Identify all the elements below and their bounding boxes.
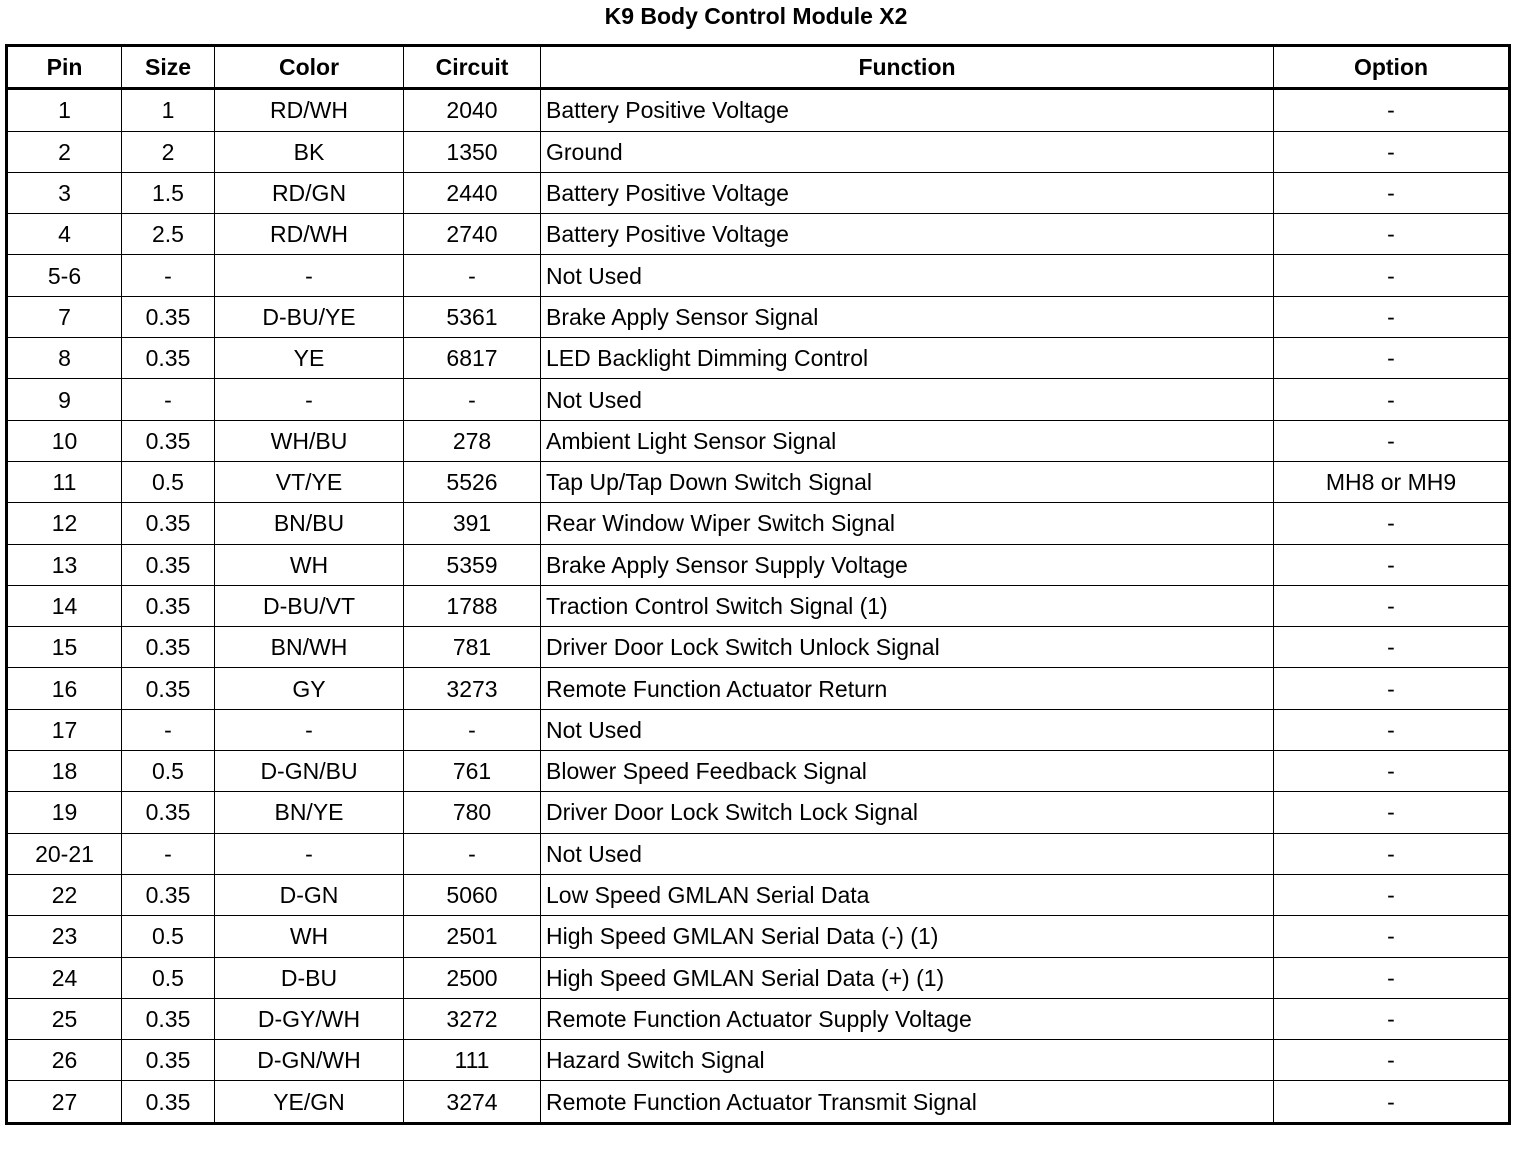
function-cell: Battery Positive Voltage <box>541 89 1274 131</box>
option-cell: - <box>1274 998 1510 1039</box>
circuit-cell: 780 <box>404 792 541 833</box>
table-row <box>7 1040 1510 1081</box>
circuit-cell: - <box>404 379 541 420</box>
wire-size-cell: 2.5 <box>122 214 215 255</box>
circuit-cell: - <box>404 709 541 750</box>
circuit-cell: 3274 <box>404 1081 541 1123</box>
pin-cell: 14 <box>7 585 122 626</box>
function-cell: Tap Up/Tap Down Switch Signal <box>541 461 1274 502</box>
pin-cell: 5-6 <box>7 255 122 296</box>
circuit-cell: 781 <box>404 627 541 668</box>
wire-size-cell: 0.5 <box>122 751 215 792</box>
option-cell: - <box>1274 214 1510 255</box>
pin-cell: 27 <box>7 1081 122 1123</box>
wire-size-cell: 0.35 <box>122 296 215 337</box>
pin-cell: 7 <box>7 296 122 337</box>
pin-cell: 11 <box>7 461 122 502</box>
wire-size-cell: 0.35 <box>122 338 215 379</box>
function-cell: Blower Speed Feedback Signal <box>541 751 1274 792</box>
table-row <box>7 1081 1510 1123</box>
table-row <box>7 338 1510 379</box>
function-cell: Not Used <box>541 379 1274 420</box>
table-body <box>7 89 1510 1123</box>
circuit-cell: 278 <box>404 420 541 461</box>
table-row <box>7 89 1510 131</box>
page-title: K9 Body Control Module X2 <box>604 3 908 29</box>
pin-cell: 16 <box>7 668 122 709</box>
option-cell: - <box>1274 709 1510 750</box>
wire-size-cell: 0.35 <box>122 792 215 833</box>
function-cell: Low Speed GMLAN Serial Data <box>541 874 1274 915</box>
wire-size-cell: 0.35 <box>122 874 215 915</box>
wire-size-cell: - <box>122 833 215 874</box>
pin-cell: 12 <box>7 503 122 544</box>
function-cell: Battery Positive Voltage <box>541 172 1274 213</box>
wire-color-cell: RD/WH <box>215 89 404 131</box>
option-cell: - <box>1274 338 1510 379</box>
circuit-cell: 5361 <box>404 296 541 337</box>
pin-cell: 19 <box>7 792 122 833</box>
circuit-cell: 3272 <box>404 998 541 1039</box>
wire-color-cell: BK <box>215 131 404 172</box>
wire-color-cell: RD/WH <box>215 214 404 255</box>
table-row <box>7 255 1510 296</box>
pin-cell: 10 <box>7 420 122 461</box>
circuit-cell: 761 <box>404 751 541 792</box>
circuit-cell: 5060 <box>404 874 541 915</box>
column-header-option: Option <box>1274 46 1510 89</box>
wire-color-cell: - <box>215 255 404 296</box>
table-row <box>7 379 1510 420</box>
wire-size-cell: 0.35 <box>122 668 215 709</box>
function-cell: Remote Function Actuator Return <box>541 668 1274 709</box>
wire-color-cell: WH <box>215 916 404 957</box>
function-cell: High Speed GMLAN Serial Data (+) (1) <box>541 957 1274 998</box>
option-cell: - <box>1274 627 1510 668</box>
table-row <box>7 751 1510 792</box>
function-cell: Not Used <box>541 833 1274 874</box>
circuit-cell: - <box>404 833 541 874</box>
table-row <box>7 668 1510 709</box>
function-cell: Ambient Light Sensor Signal <box>541 420 1274 461</box>
pin-cell: 26 <box>7 1040 122 1081</box>
function-cell: Ground <box>541 131 1274 172</box>
table-row <box>7 544 1510 585</box>
table-row <box>7 792 1510 833</box>
circuit-cell: 2740 <box>404 214 541 255</box>
option-cell: - <box>1274 668 1510 709</box>
wire-size-cell: 0.35 <box>122 998 215 1039</box>
circuit-cell: 2440 <box>404 172 541 213</box>
wire-color-cell: - <box>215 709 404 750</box>
circuit-cell: 1788 <box>404 585 541 626</box>
wire-color-cell: VT/YE <box>215 461 404 502</box>
wire-color-cell: BN/BU <box>215 503 404 544</box>
function-cell: Driver Door Lock Switch Lock Signal <box>541 792 1274 833</box>
header-row <box>7 46 1510 89</box>
column-header-color: Color <box>215 46 404 89</box>
pin-cell: 4 <box>7 214 122 255</box>
wire-color-cell: D-BU <box>215 957 404 998</box>
option-cell: - <box>1274 296 1510 337</box>
table-row <box>7 420 1510 461</box>
wire-color-cell: D-GN/BU <box>215 751 404 792</box>
table-row <box>7 296 1510 337</box>
wire-size-cell: 0.35 <box>122 1040 215 1081</box>
wire-color-cell: D-GN/WH <box>215 1040 404 1081</box>
wire-size-cell: 0.35 <box>122 1081 215 1123</box>
function-cell: Remote Function Actuator Transmit Signal <box>541 1081 1274 1123</box>
circuit-cell: 111 <box>404 1040 541 1081</box>
option-cell: - <box>1274 172 1510 213</box>
option-cell: - <box>1274 131 1510 172</box>
wire-color-cell: BN/WH <box>215 627 404 668</box>
wire-size-cell: 0.35 <box>122 503 215 544</box>
option-cell: - <box>1274 874 1510 915</box>
pin-cell: 3 <box>7 172 122 213</box>
function-cell: Traction Control Switch Signal (1) <box>541 585 1274 626</box>
function-cell: Remote Function Actuator Supply Voltage <box>541 998 1274 1039</box>
function-cell: Brake Apply Sensor Signal <box>541 296 1274 337</box>
table-row <box>7 585 1510 626</box>
circuit-cell: 391 <box>404 503 541 544</box>
column-header-pin: Pin <box>7 46 122 89</box>
option-cell: - <box>1274 585 1510 626</box>
function-cell: LED Backlight Dimming Control <box>541 338 1274 379</box>
option-cell: - <box>1274 751 1510 792</box>
pin-cell: 1 <box>7 89 122 131</box>
option-cell: - <box>1274 255 1510 296</box>
function-cell: High Speed GMLAN Serial Data (-) (1) <box>541 916 1274 957</box>
option-cell: - <box>1274 379 1510 420</box>
wire-size-cell: 0.35 <box>122 585 215 626</box>
pin-cell: 25 <box>7 998 122 1039</box>
wire-size-cell: 2 <box>122 131 215 172</box>
function-cell: Hazard Switch Signal <box>541 1040 1274 1081</box>
pin-cell: 8 <box>7 338 122 379</box>
wire-color-cell: GY <box>215 668 404 709</box>
circuit-cell: 5526 <box>404 461 541 502</box>
option-cell: - <box>1274 957 1510 998</box>
wire-color-cell: - <box>215 833 404 874</box>
circuit-cell: 5359 <box>404 544 541 585</box>
wire-size-cell: - <box>122 709 215 750</box>
circuit-cell: 2040 <box>404 89 541 131</box>
circuit-cell: 3273 <box>404 668 541 709</box>
table-row <box>7 131 1510 172</box>
circuit-cell: - <box>404 255 541 296</box>
table-row <box>7 916 1510 957</box>
wire-size-cell: 0.35 <box>122 627 215 668</box>
option-cell: - <box>1274 503 1510 544</box>
circuit-cell: 1350 <box>404 131 541 172</box>
option-cell: - <box>1274 833 1510 874</box>
pin-cell: 18 <box>7 751 122 792</box>
connector-pinout-table <box>5 44 1511 1125</box>
circuit-cell: 2500 <box>404 957 541 998</box>
table-row <box>7 957 1510 998</box>
pin-cell: 2 <box>7 131 122 172</box>
table-row <box>7 709 1510 750</box>
circuit-cell: 2501 <box>404 916 541 957</box>
wire-color-cell: YE/GN <box>215 1081 404 1123</box>
wire-color-cell: - <box>215 379 404 420</box>
pin-cell: 17 <box>7 709 122 750</box>
option-cell: - <box>1274 1081 1510 1123</box>
option-cell: - <box>1274 792 1510 833</box>
table-row <box>7 503 1510 544</box>
option-cell: - <box>1274 89 1510 131</box>
option-cell: - <box>1274 1040 1510 1081</box>
option-cell: MH8 or MH9 <box>1274 461 1510 502</box>
column-header-size: Size <box>122 46 215 89</box>
function-cell: Not Used <box>541 709 1274 750</box>
wire-size-cell: 0.35 <box>122 420 215 461</box>
function-cell: Battery Positive Voltage <box>541 214 1274 255</box>
wire-size-cell: 1.5 <box>122 172 215 213</box>
wire-size-cell: - <box>122 255 215 296</box>
option-cell: - <box>1274 420 1510 461</box>
wire-color-cell: YE <box>215 338 404 379</box>
column-header-circuit: Circuit <box>404 46 541 89</box>
table-row <box>7 874 1510 915</box>
table-row <box>7 833 1510 874</box>
wire-color-cell: D-BU/VT <box>215 585 404 626</box>
wire-size-cell: 0.5 <box>122 916 215 957</box>
function-cell: Brake Apply Sensor Supply Voltage <box>541 544 1274 585</box>
pin-cell: 22 <box>7 874 122 915</box>
wire-color-cell: D-BU/YE <box>215 296 404 337</box>
table-row <box>7 214 1510 255</box>
function-cell: Driver Door Lock Switch Unlock Signal <box>541 627 1274 668</box>
pin-cell: 20-21 <box>7 833 122 874</box>
table-row <box>7 172 1510 213</box>
column-header-function: Function <box>541 46 1274 89</box>
wire-size-cell: 1 <box>122 89 215 131</box>
function-cell: Rear Window Wiper Switch Signal <box>541 503 1274 544</box>
pin-cell: 24 <box>7 957 122 998</box>
wire-size-cell: 0.35 <box>122 544 215 585</box>
pin-cell: 9 <box>7 379 122 420</box>
wire-color-cell: RD/GN <box>215 172 404 213</box>
table-row <box>7 627 1510 668</box>
wire-color-cell: D-GN <box>215 874 404 915</box>
table-row <box>7 461 1510 502</box>
wire-color-cell: WH <box>215 544 404 585</box>
wire-size-cell: - <box>122 379 215 420</box>
pin-cell: 15 <box>7 627 122 668</box>
function-cell: Not Used <box>541 255 1274 296</box>
option-cell: - <box>1274 544 1510 585</box>
pin-cell: 23 <box>7 916 122 957</box>
wire-size-cell: 0.5 <box>122 957 215 998</box>
wire-color-cell: D-GY/WH <box>215 998 404 1039</box>
wire-color-cell: WH/BU <box>215 420 404 461</box>
pin-cell: 13 <box>7 544 122 585</box>
circuit-cell: 6817 <box>404 338 541 379</box>
option-cell: - <box>1274 916 1510 957</box>
wire-color-cell: BN/YE <box>215 792 404 833</box>
table-row <box>7 998 1510 1039</box>
wire-size-cell: 0.5 <box>122 461 215 502</box>
